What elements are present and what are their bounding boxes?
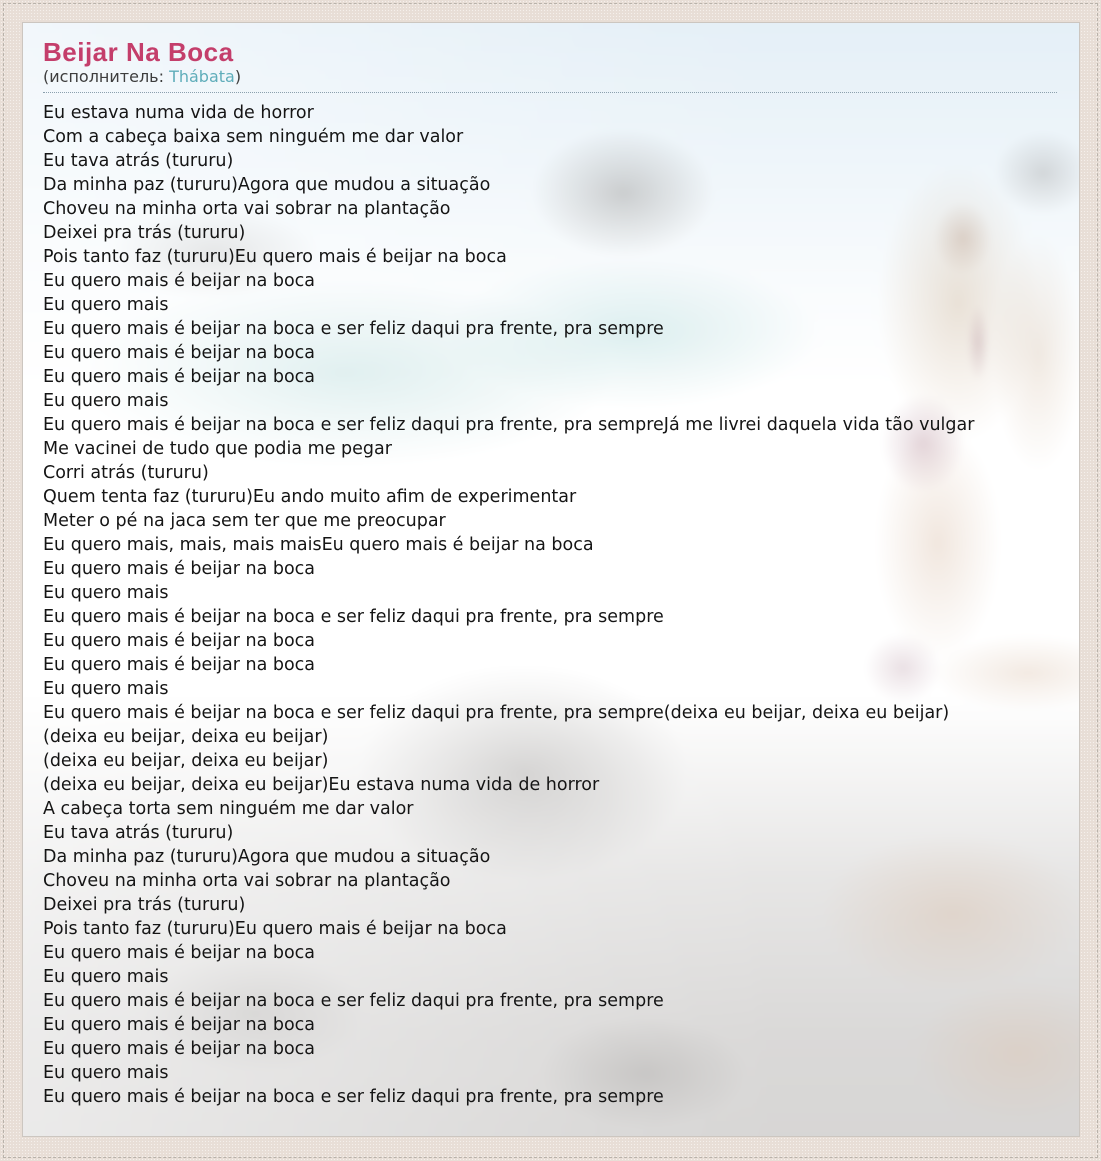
lyric-line: Eu quero mais é beijar na boca xyxy=(43,1015,316,1035)
lyric-line: Eu estava numa vida de horror xyxy=(43,103,314,123)
lyric-line: Com a cabeça baixa sem ninguém me dar valor xyxy=(43,127,464,147)
lyric-line: Eu quero mais é beijar na boca xyxy=(43,631,316,651)
artist-label-suffix: ) xyxy=(234,67,242,86)
lyric-line: Eu quero mais xyxy=(43,1063,169,1083)
lyric-line: Choveu na minha orta vai sobrar na plantação xyxy=(43,871,451,891)
artist-label-prefix: (исполнитель: xyxy=(43,67,170,86)
lyric-line: Eu quero mais xyxy=(43,295,169,315)
content-inner xyxy=(23,23,1079,1109)
lyric-line: Eu quero mais xyxy=(43,391,169,411)
lyric-line: A cabeça torta sem ninguém me dar valor xyxy=(43,799,414,819)
lyric-line: Corri atrás (tururu) xyxy=(43,463,209,483)
lyric-line: (deixa eu beijar, deixa eu beijar) xyxy=(43,751,329,771)
lyric-line: Eu quero mais é beijar na boca e ser feliz daqui pra frente, pra sempre xyxy=(43,607,664,627)
artist-line xyxy=(43,67,1057,87)
lyric-line: (deixa eu beijar, deixa eu beijar) xyxy=(43,727,329,747)
header-divider xyxy=(43,87,1057,93)
lyric-line: Eu quero mais xyxy=(43,967,169,987)
lyric-line: Deixei pra trás (tururu) xyxy=(43,895,246,915)
song-title: Beijar Na Boca xyxy=(43,37,234,67)
lyric-line: Eu quero mais é beijar na boca xyxy=(43,367,316,387)
artist-link[interactable]: Thábata xyxy=(169,67,235,86)
lyric-line: Eu quero mais é beijar na boca e ser feliz daqui pra frente, pra sempre(deixa eu beijar, deixa eu beijar) xyxy=(43,703,950,723)
lyric-line: Eu quero mais é beijar na boca e ser feliz daqui pra frente, pra sempre xyxy=(43,319,664,339)
lyric-line: Eu quero mais é beijar na boca xyxy=(43,655,316,675)
lyric-line: Eu quero mais xyxy=(43,583,169,603)
lyric-line: Eu quero mais é beijar na boca xyxy=(43,343,316,363)
lyric-line: Pois tanto faz (tururu)Eu quero mais é beijar na boca xyxy=(43,247,507,267)
lyric-line: Deixei pra trás (tururu) xyxy=(43,223,246,243)
lyrics-block xyxy=(43,101,1057,1109)
lyric-line: Eu quero mais é beijar na boca xyxy=(43,271,316,291)
lyric-line: Eu quero mais, mais, mais maisEu quero mais é beijar na boca xyxy=(43,535,594,555)
lyric-line: Eu quero mais é beijar na boca xyxy=(43,559,316,579)
lyric-line: Pois tanto faz (tururu)Eu quero mais é beijar na boca xyxy=(43,919,507,939)
lyric-line: Eu tava atrás (tururu) xyxy=(43,151,234,171)
lyric-line: Eu quero mais é beijar na boca xyxy=(43,943,316,963)
lyric-line: Eu quero mais é beijar na boca e ser feliz daqui pra frente, pra sempre xyxy=(43,991,664,1011)
lyric-line: Da minha paz (tururu)Agora que mudou a situação xyxy=(43,175,491,195)
lyric-line: Eu tava atrás (tururu) xyxy=(43,823,234,843)
lyric-line: Meter o pé na jaca sem ter que me preocupar xyxy=(43,511,446,531)
lyric-line: Eu quero mais é beijar na boca xyxy=(43,1039,316,1059)
lyric-line: Eu quero mais xyxy=(43,679,169,699)
lyric-line: Eu quero mais é beijar na boca e ser feliz daqui pra frente, pra sempre xyxy=(43,1087,664,1107)
lyric-line: Me vacinei de tudo que podia me pegar xyxy=(43,439,392,459)
lyric-line: Eu quero mais é beijar na boca e ser feliz daqui pra frente, pra sempreJá me livrei daquela vida tão vulgar xyxy=(43,415,975,435)
lyric-line: Da minha paz (tururu)Agora que mudou a situação xyxy=(43,847,491,867)
lyrics-content-box xyxy=(22,22,1080,1137)
lyric-line: Choveu na minha orta vai sobrar na plantação xyxy=(43,199,451,219)
lyric-line: Quem tenta faz (tururu)Eu ando muito afim de experimentar xyxy=(43,487,577,507)
lyric-line: (deixa eu beijar, deixa eu beijar)Eu estava numa vida de horror xyxy=(43,775,600,795)
